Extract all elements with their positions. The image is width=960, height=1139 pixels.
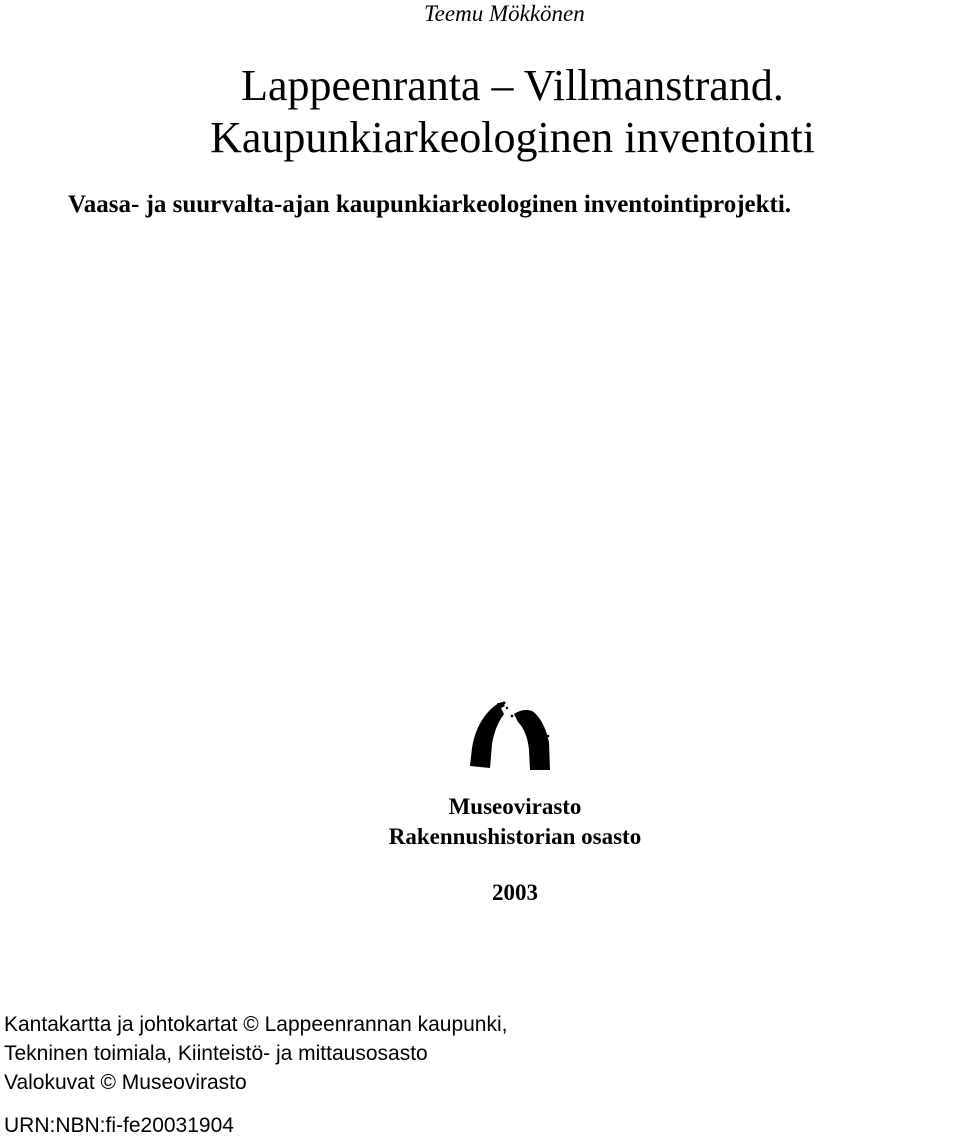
logo-right-arch (514, 710, 550, 770)
subtitle: Vaasa- ja suurvalta-ajan kaupunkiarkeologinen inventointiprojekti. (68, 191, 792, 218)
credit-line-3: Valokuvat © Museovirasto (4, 1071, 247, 1094)
logo-left-arch (470, 702, 505, 768)
publication-year: 2003 (492, 880, 538, 905)
publisher-organization: Museovirasto (448, 794, 582, 819)
title-line-1: Lappeenranta – Villmanstrand. (241, 61, 784, 110)
publisher-department: Rakennushistorian osasto (388, 824, 642, 849)
credit-line-2: Tekninen toimiala, Kiinteistö- ja mittausosasto (4, 1042, 428, 1065)
museovirasto-logo-icon (468, 700, 552, 772)
credit-line-1: Kantakartta ja johtokartat © Lappeenrannan kaupunki, (4, 1013, 508, 1036)
title-line-2: Kaupunkiarkeologinen inventointi (210, 113, 815, 162)
author-name: Teemu Mökkönen (424, 1, 585, 26)
urn-identifier: URN:NBN:fi-fe20031904 (4, 1114, 234, 1137)
